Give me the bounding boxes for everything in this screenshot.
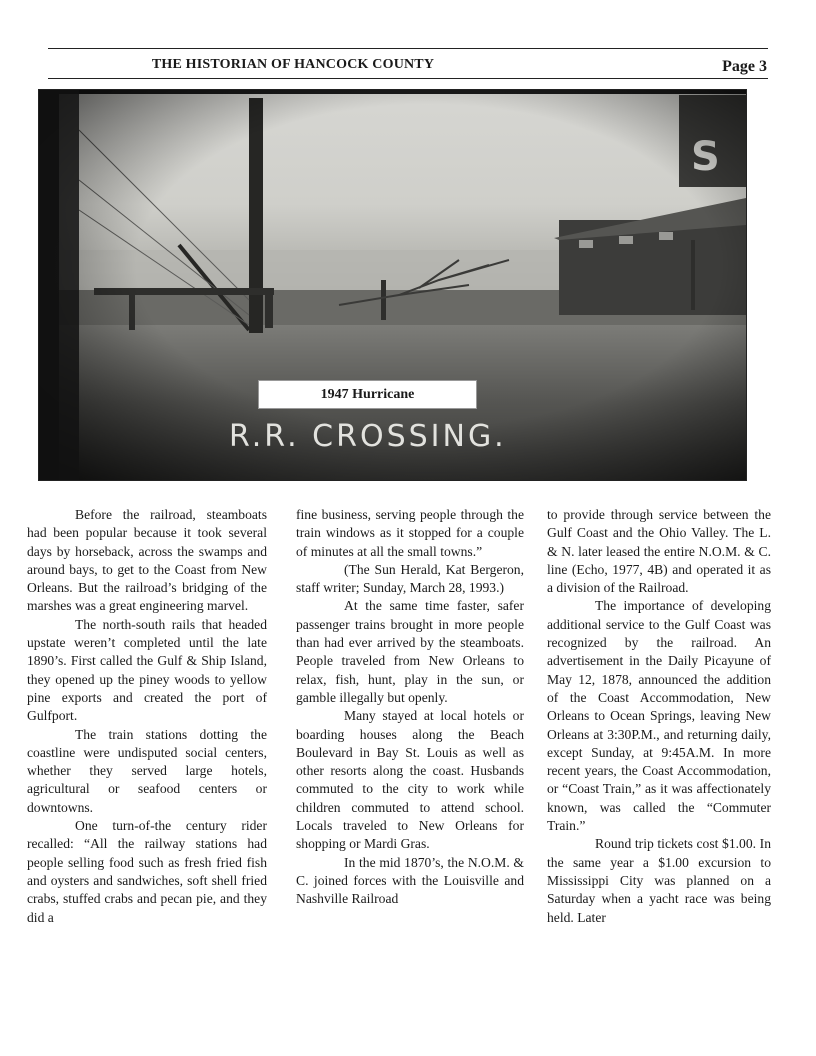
paragraph: Many stayed at local hotels or boarding houses along the Beach Boulevard in Bay St. Louis as well as other resorts along the coast. Husbands commuted to the city to work while children commuted to attend school. Locals traveled to New Orleans for shopping or Mardi Gras. [296, 708, 524, 852]
paragraph: At the same time faster, safer passenger trains brought in more people than had ever arrived by the steamboats. People traveled from New Orleans to relax, fish, hunt, play in the sun, or gamble illegally but openly. [296, 598, 524, 705]
citation: (The Sun Herald, Kat Bergeron, staff writer; Sunday, March 28, 1993.) [296, 561, 524, 596]
text-column-3 [547, 506, 771, 927]
paragraph: fine business, serving people through the train windows as it stopped for a couple of minutes at all the small towns.” [296, 507, 524, 559]
header-rule-top [48, 48, 768, 49]
hurricane-photo [38, 89, 747, 481]
photo-caption: 1947 Hurricane [258, 380, 477, 409]
paragraph: The importance of developing additional service to the Gulf Coast was recognized by the railroad. An advertisement in the Daily Picayune of May 12, 1878, announced the addition of the Coast Accommodation, New Orleans to Ocean Springs, leaving New Orleans at 3:30P.M., and returning daily, except Sunday, at 9:45A.M. In more recent years, the Coast Accommodation, or “Coast Train,” as it was affectionately known, was called the “Commuter Train.” [547, 598, 771, 834]
paragraph: One turn-of-the century rider recalled: “All the railway stations had people selling food such as fresh fried fish and oysters and sandwiches, soft shell fried crabs, stuffed crabs and pecan pie, and they did a [27, 818, 267, 925]
paragraph: Before the railroad, steamboats had been popular because it took several days by horseback, across the swamps and around bays, to get to the Coast from New Orleans. But the railroad’s bridging of the marshes was a great engineering marvel. [27, 507, 267, 614]
text-column-1 [27, 506, 267, 927]
text-column-2 [296, 506, 524, 909]
handwritten-caption: R.R. CROSSING. [229, 419, 507, 454]
paragraph: The north-south rails that headed upstate weren’t completed until the late 1890’s. First called the Gulf & Ship Island, they opened up the piney woods to yellow pine exports and created the port of Gulfport. [27, 616, 267, 724]
paragraph: In the mid 1870’s, the N.O.M. & C. joined forces with the Louisville and Nashville Railroad [296, 854, 524, 907]
publication-title: THE HISTORIAN OF HANCOCK COUNTY [151, 57, 435, 72]
paragraph: Round trip tickets cost $1.00. In the same year a $1.00 excursion to Mississippi City was planned on a Saturday when a yacht race was being held. Later [547, 836, 771, 925]
page-number: Page 3 [722, 58, 767, 75]
header-rule-bottom [48, 78, 768, 79]
paragraph: The train stations dotting the coastline were undisputed social centers, whether they served large hotels, agricultural or seafood centers or downtowns. [27, 726, 267, 815]
paragraph: to provide through service between the Gulf Coast and the Ohio Valley. The L. & N. later leased the entire N.O.M. & C. line (Echo, 1977, 4B) and operated it as a division of the Railroad. [547, 507, 771, 596]
